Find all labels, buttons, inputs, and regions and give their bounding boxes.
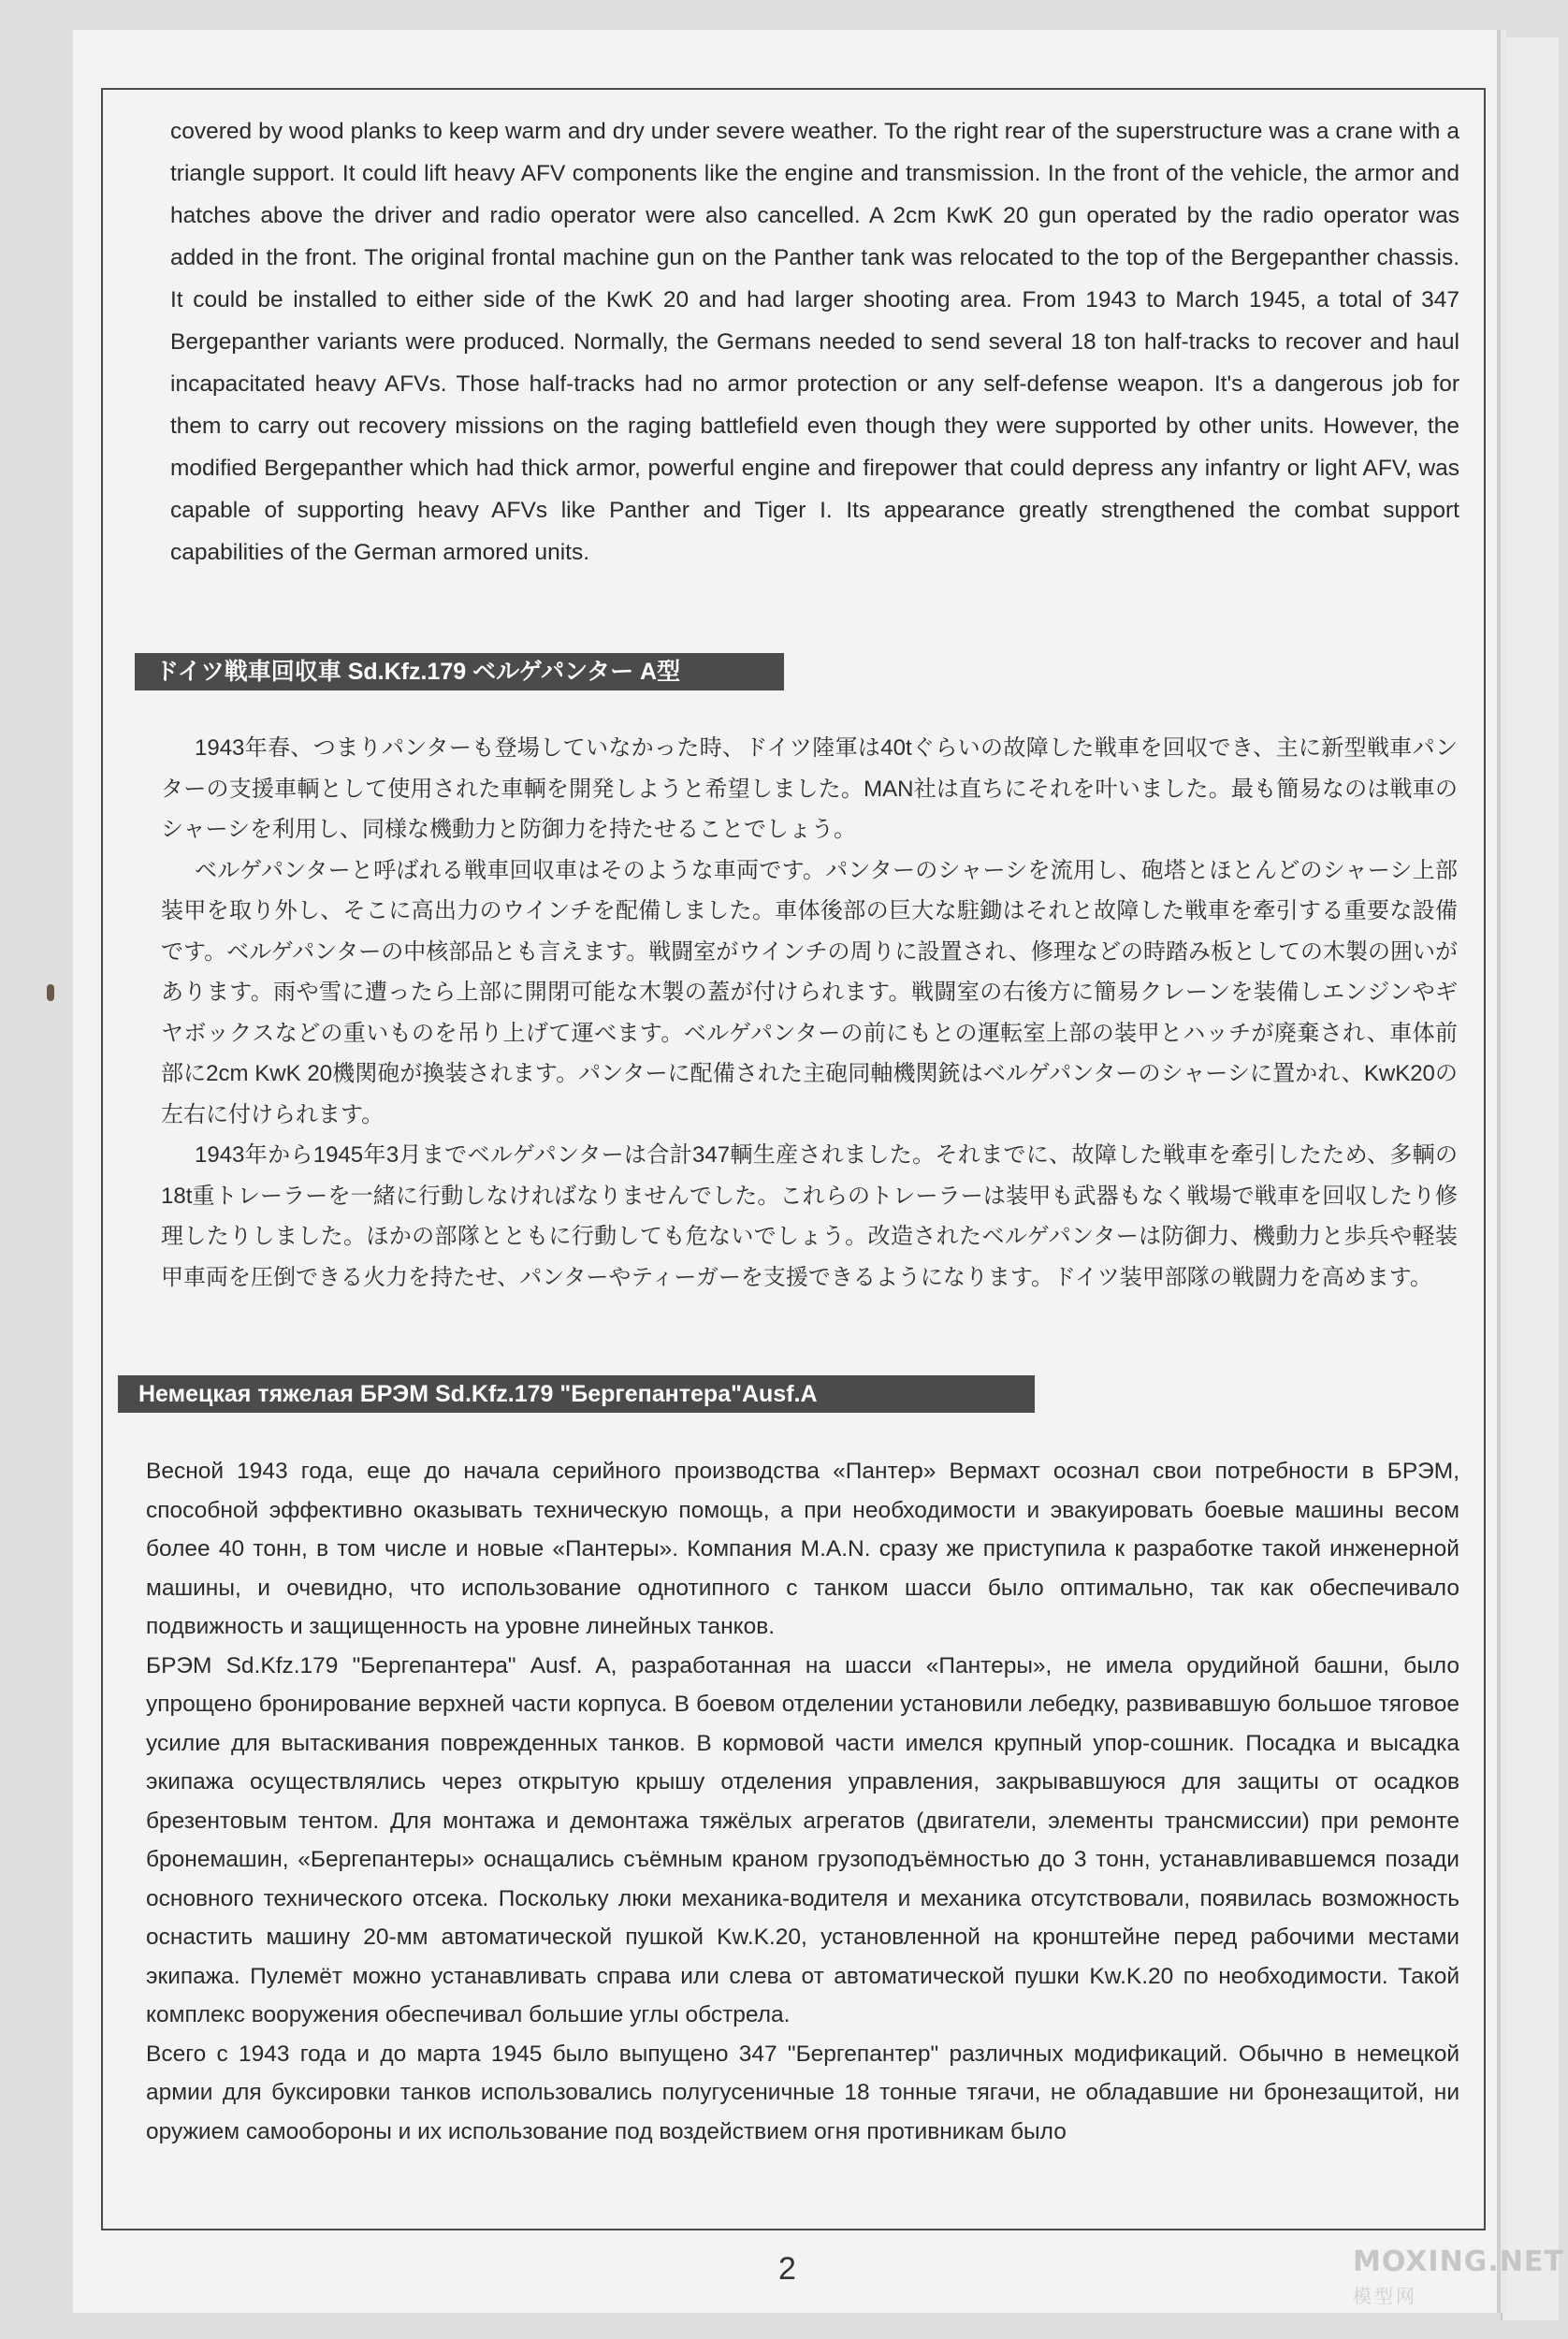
russian-paragraph: Весной 1943 года, еще до начала серийного производства «Пантер» Вермахт осознал свои потребности в БРЭМ, способной эффективно оказывать техническую помощь, а при необходимости и эвакуировать боевые машины весом более 40 тонн, в том числе и новые «Пантеры». Компания M.A.N. сразу же приступила к разработке такой инженерной машины, и очевидно, что использование однотипного с танком шасси было оптимально, так как обеспечивало подвижность и защищенность на уровне линейных танков.: [146, 1459, 1459, 1639]
japanese-paragraph: 1943年から1945年3月までベルゲパンターは合計347輌生産されました。それまでに、故障した戦車を牽引したため、多輌の18t重トレーラーを一緒に行動しなければなりませんでした。これらのトレーラーは装甲も武器もなく戦場で戦車を回収したり修理したりしました。ほかの部隊とともに行動しても危ないでしょう。改造されたベルゲパンターは防御力、機動力と歩兵や軽装甲車両を圧倒できる火力を持たせ、パンターやティーガーを支援できるようになります。ドイツ装甲部隊の戦闘力を高めます。: [161, 1142, 1458, 1290]
english-paragraph: covered by wood planks to keep warm and dry under severe weather. To the right rear of the superstructure was a crane with a triangle support. It could lift heavy AFV components like the engine and transmission. In the front of the vehicle, the armor and hatches above the driver and radio operator were also cancelled. A 2cm KwK 20 gun operated by the radio operator was added in the front. The original frontal machine gun on the Panther tank was relocated to the top of the Bergepanther chassis. It could be installed to either side of the KwK 20 and had larger shooting area. From 1943 to March 1945, a total of 347 Bergepanther variants were produced. Normally, the Germans needed to send several 18 ton half-tracks to recover and haul incapacitated heavy AFVs. Those half-tracks had no armor protection or any self-defense weapon. It's a dangerous job for them to carry out recovery missions on the raging battlefield even though they were supported by other units. However, the modified Bergepanther which had thick armor, powerful engine and firepower that could depress any infantry or light AFV, was capable of supporting heavy AFVs like Panther and Tiger I. Its appearance greatly strengthened the combat support capabilities of the German armored units.: [170, 119, 1459, 565]
paper-speck: [47, 984, 54, 1001]
site-watermark-sub: 模型网: [1353, 2287, 1417, 2307]
japanese-paragraph: 1943年春、つまりパンターも登場していなかった時、ドイツ陸軍は40tぐらいの故障した戦車を回収でき、主に新型戦車パンターの支援車輌として使用された車輌を開発しようと希望しました。MAN社は直ちにそれを叶いました。最も簡易なのは戦車のシャーシを利用し、同様な機動力と防御力を持たせることでしょう。: [161, 735, 1458, 842]
russian-paragraph: БРЭМ Sd.Kfz.179 "Бергепантера" Ausf. A, разработанная на шасси «Пантеры», не имела орудийной башни, было упрощено бронирование верхней части корпуса. В боевом отделении установили лебедку, развивавшую большое тяговое усилие для вытаскивания поврежденных танков. В кормовой части имелся крупный упор-сошник. Посадка и высадка экипажа осуществлялись через открытую крышу отделения управления, закрывавшуюся для защиты от осадков брезентовым тентом. Для монтажа и демонтажа тяжёлых агрегатов (двигатели, элементы трансмиссии) при ремонте бронемашин, «Бергепантеры» оснащались съёмным краном грузоподъёмностью до 3 тонн, устанавливавшемся позади основного технического отсека. Поскольку люки механика-водителя и механика отсутствовали, появилась возможность оснастить машину 20-мм автоматической пушкой Kw.K.20, установленной на кронштейне перед рабочими местами экипажа. Пулемёт можно устанавливать справа или слева от автоматической пушки Kw.K.20 по необходимости. Такой комплекс вооружения обеспечивал большие углы обстрела.: [146, 1652, 1459, 2027]
site-watermark: MOXING.NET: [1353, 2245, 1564, 2278]
japanese-paragraph: ベルゲパンターと呼ばれる戦車回収車はそのような車両です。パンターのシャーシを流用し、砲塔とほとんどのシャーシ上部装甲を取り外し、そこに高出力のウインチを配備しました。車体後部の巨大な駐鋤はそれと故障した戦車を牽引する重要な設備です。ベルゲパンターの中核部品とも言えます。戦闘室がウインチの周りに設置され、修理などの時踏み板としての木製の囲いがあります。雨や雪に遭ったら上部に開閉可能な木製の蓋が付けられます。戦闘室の右後方に簡易クレーンを装備しエンジンやギヤボックスなどの重いものを吊り上げて運べます。ベルゲパンターの前にもとの運転室上部の装甲とハッチが廃棄され、車体前部に2cm KwK 20機関砲が換装されます。パンターに配備された主砲同軸機関銃はベルゲパンターのシャーシに置かれ、KwK20の左右に付けられます。: [161, 857, 1458, 1127]
next-page-edge: [1501, 37, 1559, 2320]
japanese-heading: ドイツ戦車回収車 Sd.Kfz.179 ベルゲパンター A型: [135, 653, 784, 690]
russian-heading: Немецкая тяжелая БРЭМ Sd.Kfz.179 "Бергепантера"Ausf.A: [118, 1375, 1035, 1413]
russian-section: [146, 1452, 1459, 2151]
japanese-section: [161, 728, 1458, 1298]
page-number: 2: [778, 2251, 796, 2287]
russian-paragraph: Всего с 1943 года и до марта 1945 было выпущено 347 "Бергепантер" различных модификаций. Обычно в немецкой армии для буксировки танков использовались полугусеничные 18 тонные тягачи, не обладавшие ни бронезащитой, ни оружием самообороны и их использование под воздействием огня противникам было: [146, 2041, 1459, 2144]
